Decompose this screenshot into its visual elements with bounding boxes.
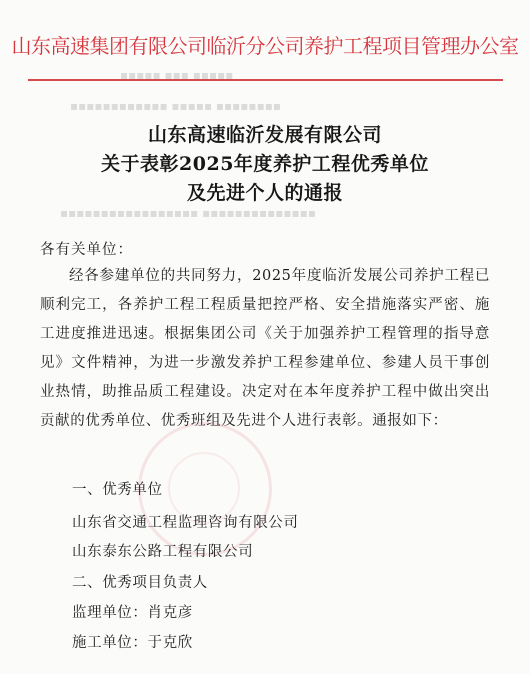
title-line-1: 山东高速临沂发展有限公司 [147,124,382,146]
title-line-3: 及先进个人的通报 [186,182,343,204]
title-line-2: 关于表彰2025年度养护工程优秀单位 [101,153,429,175]
section-heading-project-leaders: 二、优秀项目负责人 [72,575,208,591]
letterhead-red-rule [28,79,503,81]
salutation: 各有关单位： [40,242,133,258]
bleed-through-text: ▪▪▪▪▪▪▪▪ ▪▪▪▪▪ ▪▪▪▪▪▪▪▪▪▪▪▪ [70,99,281,113]
body-paragraph: 经各参建单位的共同努力，2025年度临沂发展公司养护工程已顺利完工，各养护工程工程质量把控严格、安全措施落实严密、施工进度推进迅速。根据集团公司《关于加强养护工程管理的指导意见》文件精神，为进一步激发养护工程参建单位、参建人员干事创业热情，助推品质工程建设。决定对在本年度养护工程中做出突出贡献的优秀单位、优秀班组及先进个人进行表彰。通报如下： [40,268,490,429]
leader-supervisor: 监理单位：肖克彦 [72,605,193,621]
section-heading-excellent-units: 一、优秀单位 [72,482,163,498]
excellent-unit-1: 山东省交通工程监理咨询有限公司 [72,515,299,531]
leader-constructor: 施工单位：于克欣 [72,635,193,651]
excellent-unit-2: 山东泰东公路工程有限公司 [72,544,254,560]
bleed-through-text: ▪▪▪▪▪ ▪▪▪ ▪▪▪▪▪ [120,68,234,82]
bleed-through-text: ▪▪▪▪▪▪▪▪▪▪▪▪▪▪ ▪▪▪▪▪▪▪▪▪▪▪▪▪▪▪▪▪ [60,206,316,220]
letterhead-org-name: 山东高速集团有限公司临沂分公司养护工程项目管理办公室 [11,34,519,58]
